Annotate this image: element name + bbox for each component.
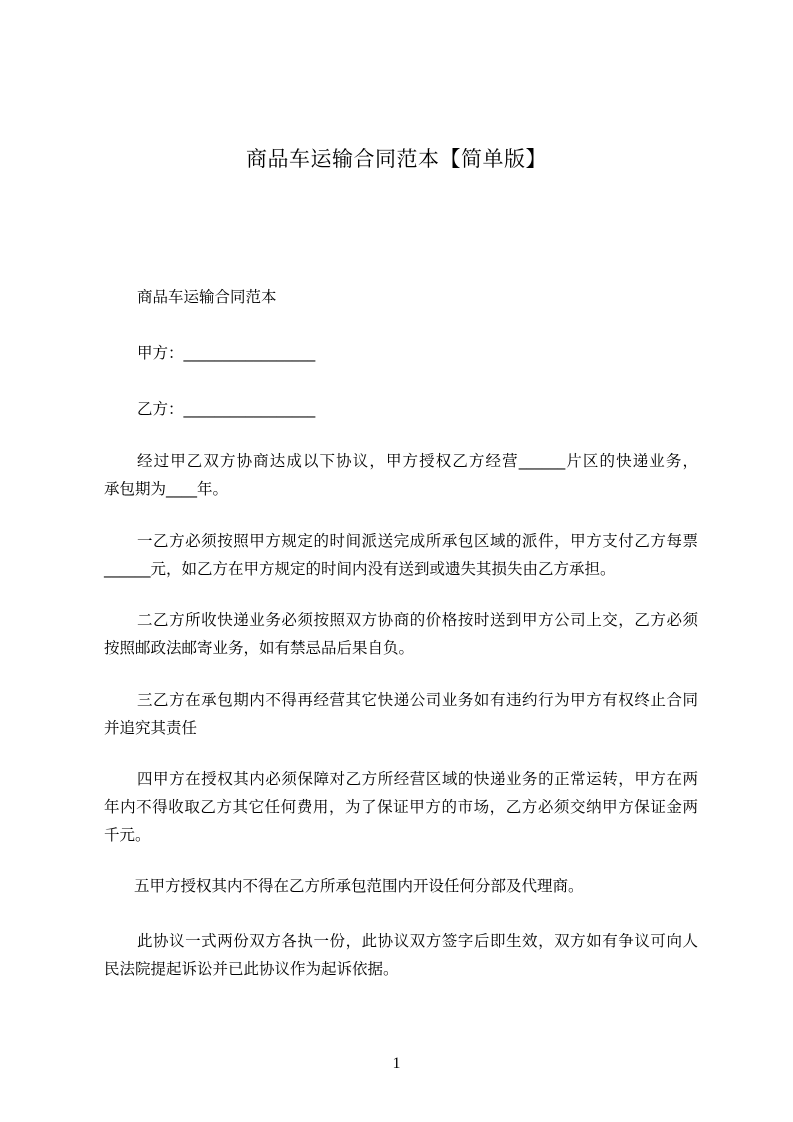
paragraph-clause-4 — [104, 765, 698, 849]
paragraph-line: 商品车运输合同范本 — [137, 288, 277, 306]
paragraph-line: 承包期为____年。 — [104, 480, 229, 498]
paragraph-line: 二乙方所收快递业务必须按照双方协商的价格按时送到甲方公司上交，乙方必须 — [137, 611, 698, 629]
paragraph-clause-2 — [104, 606, 698, 662]
paragraph-intro — [104, 447, 698, 503]
paragraph-line: 按照邮政法邮寄业务，如有禁忌品后果自负。 — [104, 639, 415, 657]
paragraph-line: 民法院提起诉讼并已此协议作为起诉依据。 — [104, 960, 399, 978]
party-b-field — [104, 395, 698, 423]
paragraph-line: 甲方：_________________ — [137, 344, 316, 362]
paragraph-line: 经过甲乙双方协商达成以下协议，甲方授权乙方经营______片区的快递业务， — [137, 452, 698, 470]
paragraph-line: 五甲方授权其内不得在乙方所承包范围内开设任何分部及代理商。 — [134, 877, 584, 895]
party-a-field — [104, 339, 698, 367]
paragraph-line: 年内不得收取乙方其它任何费用，为了保证甲方的市场，乙方必须交纳甲方保证金两 — [104, 798, 698, 816]
document-title: 商品车运输合同范本【简单版】 — [246, 147, 547, 171]
paragraph-line: 一乙方必须按照甲方规定的时间派送完成所承包区域的派件，甲方支付乙方每票 — [137, 532, 698, 550]
paragraph-clause-1 — [104, 527, 698, 583]
paragraph-line: ______元，如乙方在甲方规定的时间内没有送到或遗失其损失由乙方承担。 — [104, 560, 616, 578]
paragraph-line: 乙方：_________________ — [137, 400, 316, 418]
paragraph-clause-5 — [104, 872, 698, 900]
paragraph-line: 千元。 — [104, 826, 151, 844]
paragraph-closing — [104, 927, 698, 983]
paragraph-line: 三乙方在承包期内不得再经营其它快递公司业务如有违约行为甲方有权终止合同 — [137, 691, 698, 709]
paragraph-line: 并追究其责任 — [104, 719, 198, 737]
paragraph-line: 四甲方在授权其内必须保障对乙方所经营区域的快递业务的正常运转，甲方在两 — [137, 770, 698, 788]
paragraph-clause-3 — [104, 686, 698, 742]
paragraph-line: 此协议一式两份双方各执一份，此协议双方签字后即生效，双方如有争议可向人 — [137, 932, 698, 950]
paragraph-heading — [104, 283, 698, 311]
page-number: 1 — [392, 1055, 401, 1072]
